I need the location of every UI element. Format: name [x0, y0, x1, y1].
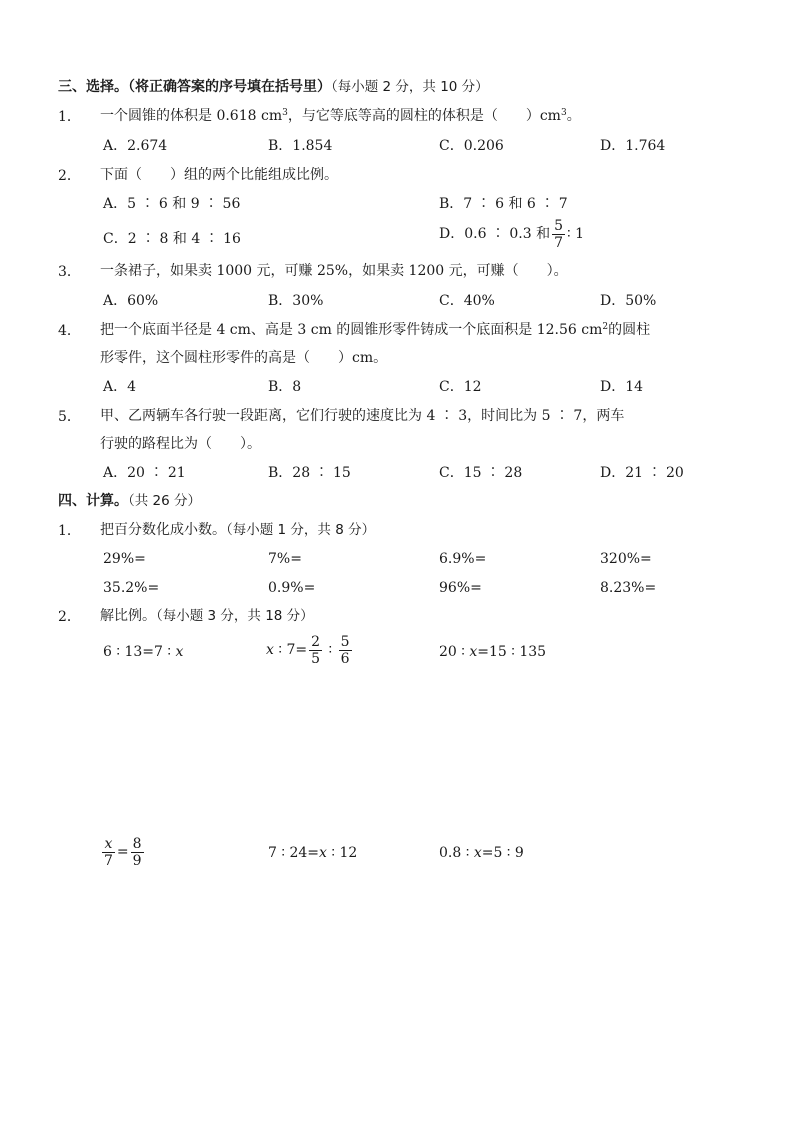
section-4-heading	[58, 491, 201, 511]
option-d	[439, 216, 584, 252]
option-b: B．7 ∶ 6 和 6 ∶ 7	[439, 196, 568, 212]
superscript: 3	[282, 108, 288, 118]
fraction	[552, 218, 565, 251]
section-4-score-note: （共 26 分）	[128, 493, 202, 509]
variable: x	[175, 644, 184, 660]
fraction	[309, 634, 322, 667]
proportion-6	[439, 843, 524, 863]
proportion-text: 20 ∶	[439, 644, 465, 660]
option-a: A．60%	[103, 293, 159, 309]
question-text-part: ，与它等底等高的圆柱的体积是（ ）cm	[287, 108, 561, 124]
question-text: 甲、乙两辆车各行驶一段距离，它们行驶的速度比为 4 ∶ 3，时间比为 5 ∶ 7，两车	[100, 408, 625, 424]
question-number: 5．	[58, 409, 81, 425]
section-3-title: 三、选择。	[58, 79, 128, 95]
percent-item: 29%=	[103, 551, 146, 567]
section-3-instruction: （将正确答案的序号填在括号里）	[128, 79, 331, 95]
proportion-2	[266, 632, 354, 668]
fraction	[102, 836, 115, 869]
percent-item: 0.9%=	[268, 580, 316, 596]
option-d: D．50%	[600, 293, 657, 309]
option-b: B．28 ∶ 15	[268, 465, 351, 481]
fraction-denominator: 5	[311, 650, 321, 667]
variable: x	[319, 845, 327, 861]
percent-item: 320%=	[600, 551, 652, 567]
option-d-suffix: ∶ 1	[567, 226, 585, 242]
question-text	[100, 320, 650, 340]
fraction-numerator: 2	[311, 633, 321, 650]
proportion-text: 6 ∶ 13=7 ∶	[103, 644, 171, 660]
question-text-line-2: 行驶的路程比为（ ）。	[100, 436, 261, 452]
fraction-denominator: 9	[132, 852, 142, 869]
question-number: 1．	[58, 109, 81, 125]
variable: x	[469, 644, 478, 660]
question-text-part: 的圆柱	[608, 322, 651, 338]
section-3-heading	[58, 77, 489, 97]
fraction-numerator: 8	[132, 835, 142, 852]
question-text	[100, 606, 314, 626]
option-c: C．40%	[439, 293, 495, 309]
proportion-text: 7 ∶ 24=	[268, 845, 319, 861]
question-text: 一条裙子，如果卖 1000 元，可赚 25%，如果卖 1200 元，可赚（ ）。	[100, 263, 568, 279]
option-d: D．1.764	[600, 138, 666, 154]
percent-item: 35.2%=	[103, 580, 160, 596]
proportion-text: =15 ∶ 135	[477, 644, 547, 660]
question-text-part: 把百分数化成小数。	[100, 522, 226, 538]
proportion-text: ∶ 12	[331, 845, 358, 861]
option-a: A．2.674	[103, 138, 168, 154]
question-text-part: 解比例。	[100, 608, 156, 624]
question-number: 4．	[58, 323, 81, 339]
proportion-5	[268, 843, 357, 863]
question-score-note: （每小题 1 分，共 8 分）	[226, 522, 376, 538]
fraction-denominator: 7	[554, 234, 564, 251]
percent-item: 6.9%=	[439, 551, 487, 567]
fraction-numerator: x	[102, 836, 115, 853]
question-text	[100, 520, 375, 540]
question-number: 2．	[58, 609, 81, 625]
fraction-denominator: 6	[340, 650, 350, 667]
percent-item: 8.23%=	[600, 580, 657, 596]
superscript: 2	[602, 322, 609, 332]
ratio-sign: ∶	[328, 642, 333, 658]
question-number: 2．	[58, 168, 81, 184]
fraction-numerator: 5	[554, 217, 564, 234]
option-a: A．20 ∶ 21	[103, 465, 186, 481]
question-number: 1．	[58, 523, 81, 539]
fraction-denominator: 7	[104, 852, 113, 869]
percent-item: 96%=	[439, 580, 482, 596]
option-b: B．1.854	[268, 138, 333, 154]
variable: x	[266, 642, 274, 658]
option-c: C．12	[439, 379, 482, 395]
proportion-4	[100, 834, 146, 870]
option-a: A．5 ∶ 6 和 9 ∶ 56	[103, 196, 241, 212]
proportion-text: 0.8 ∶	[439, 845, 470, 861]
option-c: C．0.206	[439, 138, 504, 154]
option-c: C．15 ∶ 28	[439, 465, 523, 481]
question-text-part: 把一个底面半径是 4 cm、高是 3 cm 的圆锥形零件铸成一个底面积是 12.56 cm	[100, 322, 603, 338]
option-d: D．14	[600, 379, 644, 395]
question-text-part: 一个圆锥的体积是 0.618 cm	[100, 108, 283, 124]
section-4-title: 四、计算。	[58, 493, 128, 509]
variable: x	[473, 845, 482, 861]
percent-item: 7%=	[268, 551, 302, 567]
option-d: D．21 ∶ 20	[600, 465, 684, 481]
question-text-part: 。	[566, 108, 581, 124]
superscript: 3	[560, 108, 567, 118]
fraction-numerator: 5	[340, 633, 350, 650]
option-b: B．8	[268, 379, 302, 395]
equals-sign: =	[116, 844, 129, 860]
option-c: C．2 ∶ 8 和 4 ∶ 16	[103, 231, 241, 247]
proportion-3	[439, 642, 546, 662]
fraction	[339, 634, 352, 667]
option-a: A．4	[103, 379, 137, 395]
question-score-note: （每小题 3 分，共 18 分）	[156, 608, 314, 624]
proportion-1	[103, 642, 183, 662]
section-3-score-note: （每小题 2 分，共 10 分）	[331, 79, 489, 95]
option-b: B．30%	[268, 293, 324, 309]
question-text-line-2: 形零件，这个圆柱形零件的高是（ ）cm。	[100, 350, 388, 366]
question-text: 下面（ ）组的两个比能组成比例。	[100, 167, 338, 183]
question-text	[100, 106, 581, 126]
proportion-text: =5 ∶ 9	[481, 845, 524, 861]
proportion-text: ∶ 7=	[278, 642, 308, 658]
fraction	[131, 836, 144, 869]
option-d-prefix: D．0.6 ∶ 0.3 和	[439, 226, 551, 242]
question-number: 3．	[58, 264, 81, 280]
